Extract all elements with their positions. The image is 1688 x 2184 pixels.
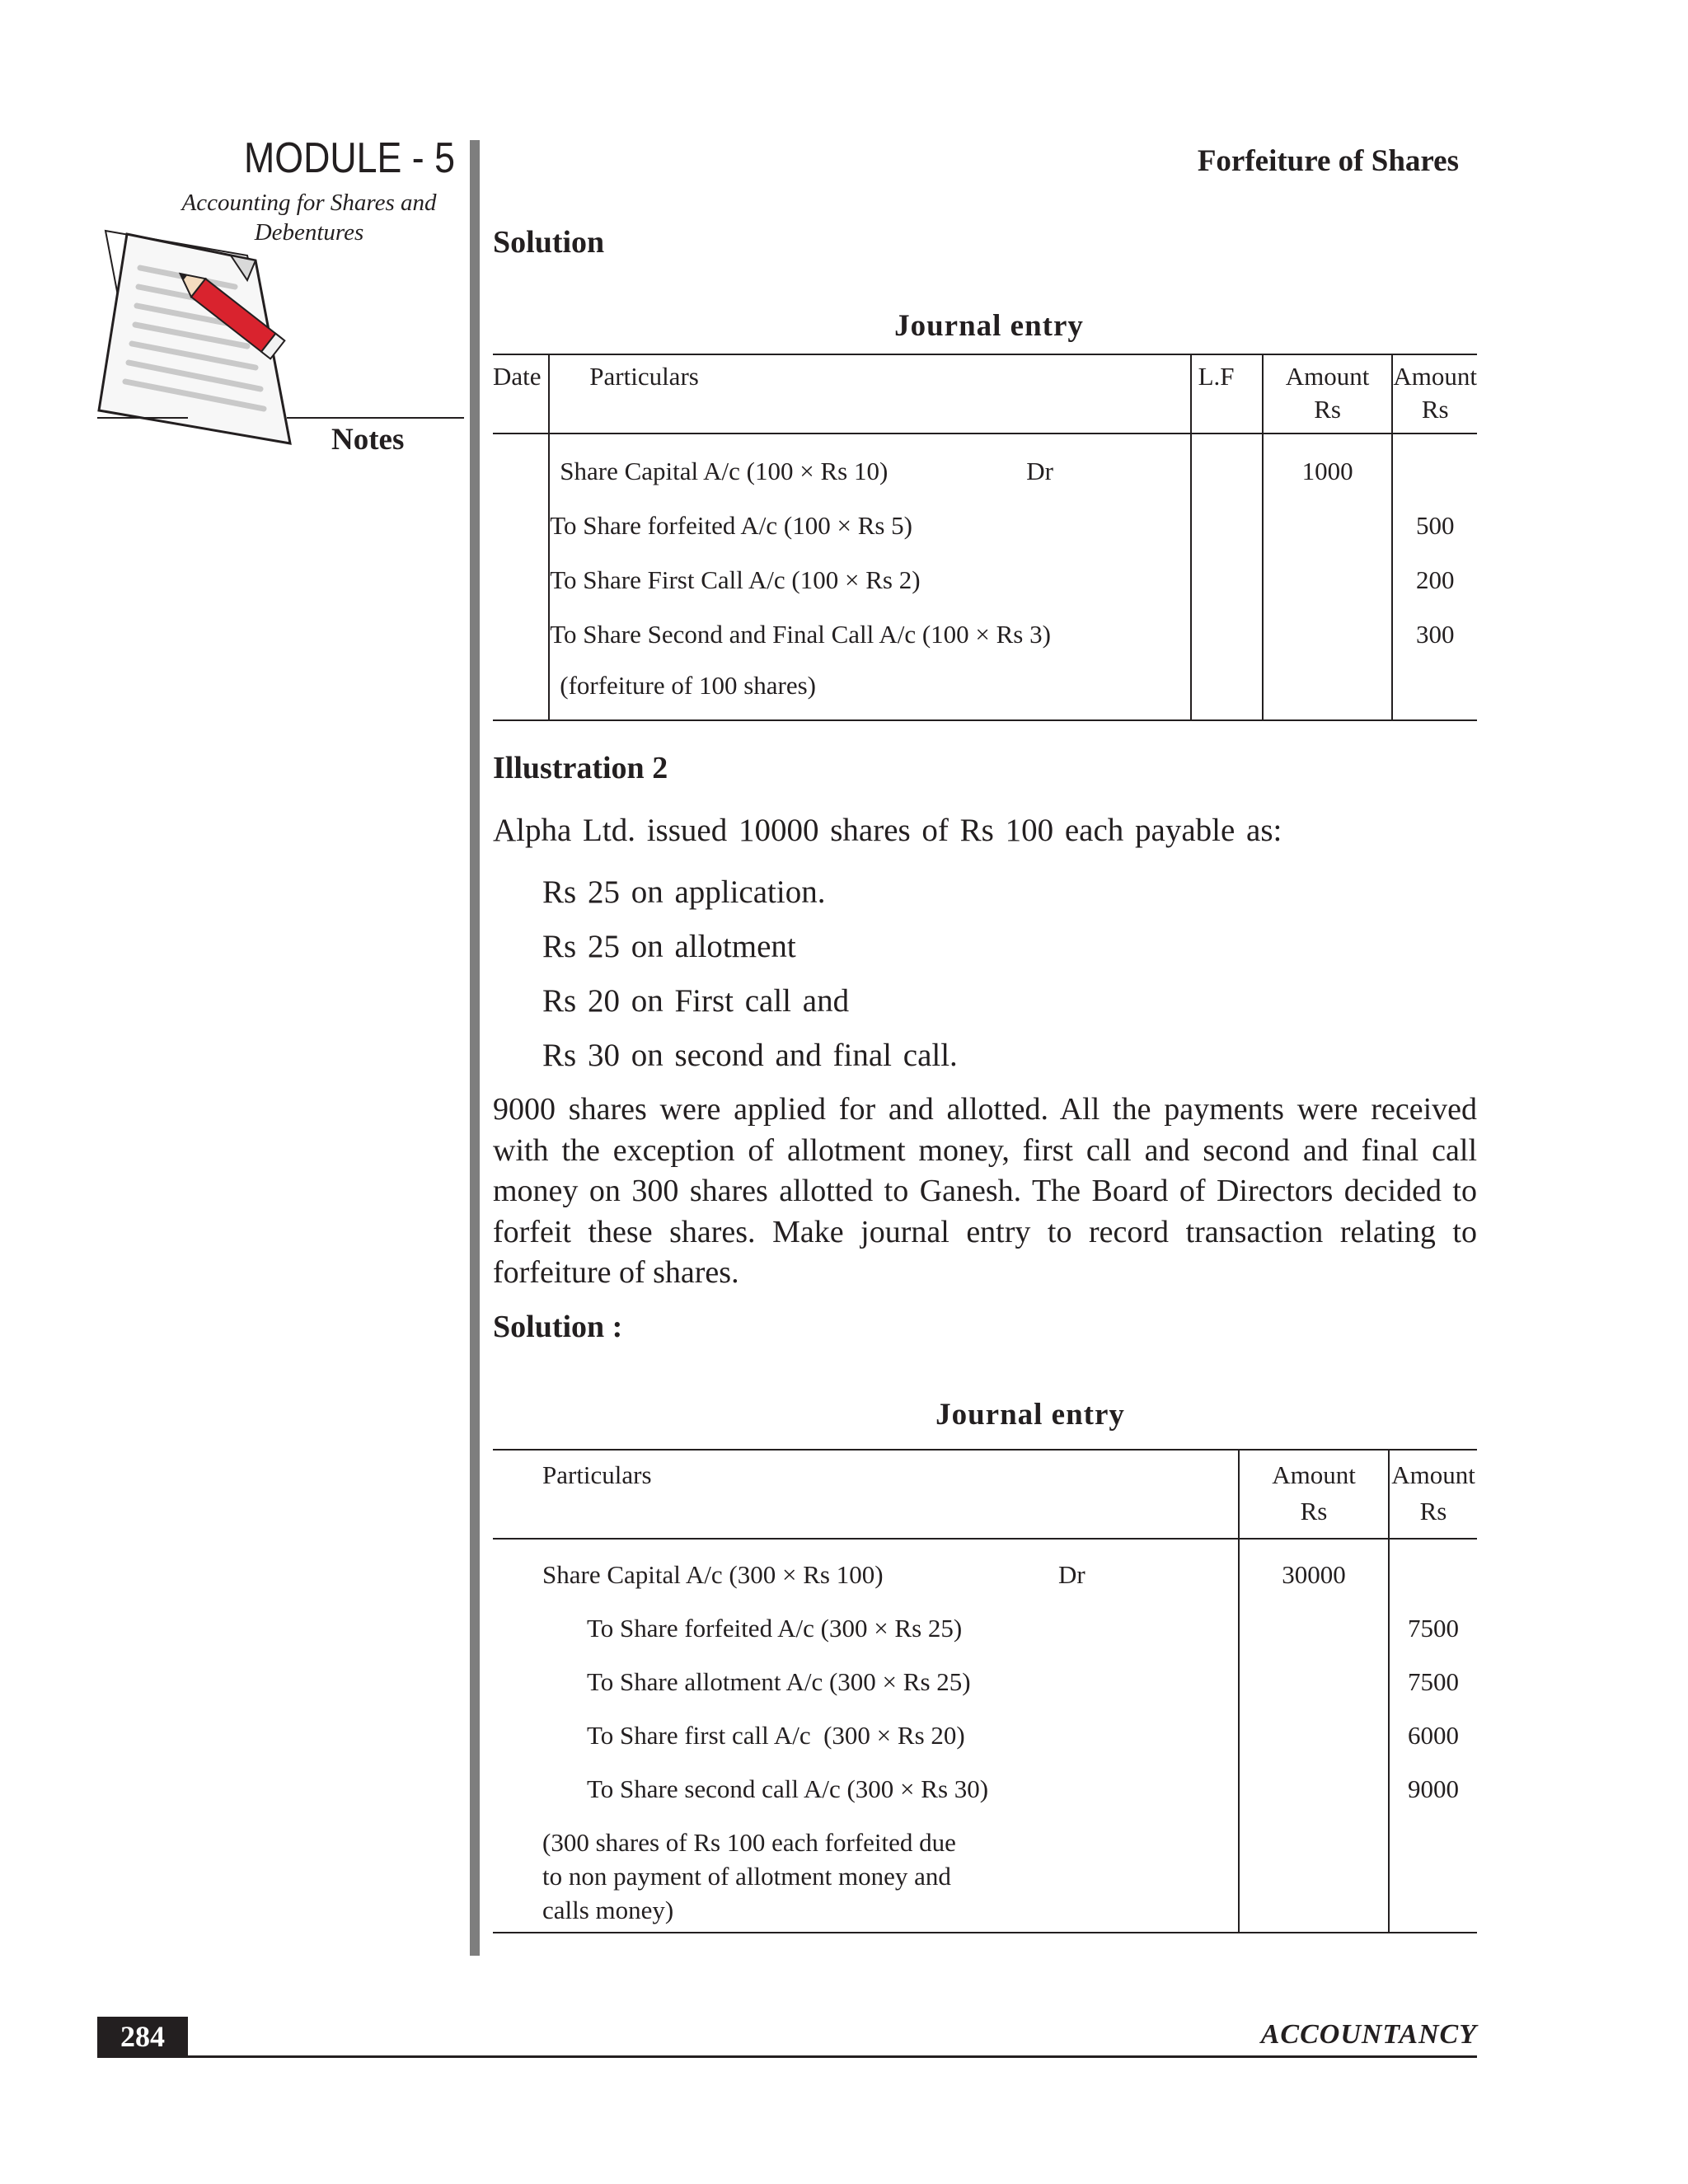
particulars-cell: To Share allotment A/c (300 × Rs 25) bbox=[587, 1667, 971, 1696]
journal-table-1 bbox=[493, 354, 1477, 721]
debit-cell bbox=[1239, 1601, 1389, 1655]
notes-divider bbox=[287, 417, 464, 419]
list-item: Rs 30 on second and final call. bbox=[542, 1038, 958, 1073]
book-title: ACCOUNTANCY bbox=[1260, 2019, 1477, 2050]
narration-line: to non payment of allotment money and bbox=[542, 1862, 951, 1891]
table-row bbox=[493, 662, 1477, 720]
particulars-cell: To Share first call A/c (300 × Rs 20) bbox=[587, 1721, 965, 1750]
dr-mark: Dr bbox=[1026, 457, 1053, 485]
debit-cell bbox=[1263, 553, 1393, 607]
list-item: Rs 25 on application. bbox=[542, 874, 826, 910]
col-amount-line: Amount bbox=[1391, 1460, 1475, 1489]
col-particulars: Particulars bbox=[493, 1450, 1239, 1539]
page-number: 284 bbox=[97, 2017, 188, 2056]
table-row bbox=[493, 1708, 1477, 1762]
table-row bbox=[493, 1816, 1477, 1933]
module-subtitle-line: Accounting for Shares and bbox=[181, 190, 437, 216]
module-subtitle-line: Debentures bbox=[254, 219, 364, 246]
footer-rule bbox=[97, 2055, 1477, 2058]
credit-cell: 500 bbox=[1415, 511, 1455, 540]
journal-caption: Journal entry bbox=[894, 309, 1084, 343]
notepad-pencil-icon bbox=[91, 223, 338, 462]
col-date: Date bbox=[493, 354, 549, 434]
col-particulars: Particulars bbox=[549, 354, 1190, 434]
particulars-cell: To Share forfeited A/c (100 × Rs 5) bbox=[549, 499, 1190, 553]
illustration-heading: Illustration 2 bbox=[493, 751, 668, 785]
col-amount-line: Amount bbox=[1272, 1460, 1356, 1489]
debit-cell: 1000 bbox=[1263, 434, 1393, 499]
journal-caption: Journal entry bbox=[935, 1398, 1125, 1432]
table-header-row bbox=[493, 1450, 1477, 1539]
debit-cell bbox=[1263, 499, 1393, 553]
narration-line: calls money) bbox=[542, 1896, 674, 1924]
particulars-cell: To Share First Call A/c (100 × Rs 2) bbox=[549, 553, 1190, 607]
col-debit-amount bbox=[1239, 1450, 1389, 1539]
debit-cell: 30000 bbox=[1239, 1539, 1389, 1601]
particulars-cell: To Share Second and Final Call A/c (100 × Rs 3) bbox=[549, 607, 1190, 662]
credit-cell: 200 bbox=[1415, 565, 1455, 594]
list-item: Rs 25 on allotment bbox=[542, 929, 796, 964]
solution-heading: Solution bbox=[493, 225, 605, 260]
illustration-intro: Alpha Ltd. issued 10000 shares of Rs 100 each payable as: bbox=[493, 813, 1282, 848]
table-row bbox=[493, 553, 1477, 607]
narration-cell bbox=[493, 1816, 1239, 1933]
credit-cell: 7500 bbox=[1408, 1667, 1459, 1696]
credit-cell: 9000 bbox=[1408, 1774, 1459, 1803]
col-amount-line: Amount bbox=[1285, 362, 1370, 391]
notes-label: Notes bbox=[331, 423, 405, 457]
notes-divider bbox=[97, 417, 188, 419]
col-amount-line: Amount bbox=[1393, 362, 1477, 391]
dr-mark: Dr bbox=[1058, 1560, 1085, 1589]
illustration-paragraph: 9000 shares were applied for and allotted. All the payments were received with the exception of allotment money, first call and second and final call money on 300 shares allotted to Ganesh. The Board of Directors decided to forfeit these shares. Make journal entry to record transaction relating to forfeiture of shares. bbox=[493, 1092, 1477, 1290]
particulars-cell: To Share second call A/c (300 × Rs 30) bbox=[587, 1774, 989, 1803]
table-row bbox=[493, 434, 1477, 499]
table-header-row bbox=[493, 354, 1477, 434]
particulars-cell: Share Capital A/c (300 × Rs 100) bbox=[542, 1560, 884, 1589]
debit-cell bbox=[1239, 1708, 1389, 1762]
table-row bbox=[493, 1539, 1477, 1601]
credit-cell: 6000 bbox=[1408, 1721, 1459, 1750]
debit-cell bbox=[1239, 1655, 1389, 1708]
col-debit-amount bbox=[1263, 354, 1393, 434]
col-amount-line: Rs bbox=[1300, 1497, 1328, 1526]
col-amount-line: Rs bbox=[1314, 395, 1341, 424]
margin-divider-bar bbox=[470, 140, 480, 1956]
credit-cell bbox=[1389, 1539, 1477, 1601]
credit-cell: 7500 bbox=[1408, 1614, 1459, 1643]
col-amount-line: Rs bbox=[1419, 1497, 1447, 1526]
journal-table-2 bbox=[493, 1449, 1477, 1933]
particulars-cell: Share Capital A/c (100 × Rs 10) bbox=[560, 457, 889, 485]
narration-line: (300 shares of Rs 100 each forfeited due bbox=[542, 1828, 956, 1857]
credit-cell bbox=[1392, 434, 1477, 499]
payment-terms-list bbox=[542, 865, 958, 1083]
credit-cell: 300 bbox=[1415, 620, 1455, 649]
col-credit-amount bbox=[1389, 1450, 1477, 1539]
table-row bbox=[493, 1601, 1477, 1655]
list-item: Rs 20 on First call and bbox=[542, 983, 850, 1019]
running-header: Forfeiture of Shares bbox=[1197, 144, 1459, 178]
debit-cell bbox=[1263, 607, 1393, 662]
debit-cell bbox=[1239, 1762, 1389, 1816]
col-lf: L.F bbox=[1191, 354, 1263, 434]
table-row bbox=[493, 607, 1477, 662]
table-row bbox=[493, 499, 1477, 553]
table-row bbox=[493, 1655, 1477, 1708]
solution-heading: Solution : bbox=[493, 1310, 623, 1344]
col-amount-line: Rs bbox=[1421, 395, 1449, 424]
col-credit-amount bbox=[1392, 354, 1477, 434]
table-row bbox=[493, 1762, 1477, 1816]
module-title: MODULE - 5 bbox=[244, 134, 455, 182]
narration-cell: (forfeiture of 100 shares) bbox=[549, 662, 1190, 720]
particulars-cell: To Share forfeited A/c (300 × Rs 25) bbox=[587, 1614, 963, 1643]
